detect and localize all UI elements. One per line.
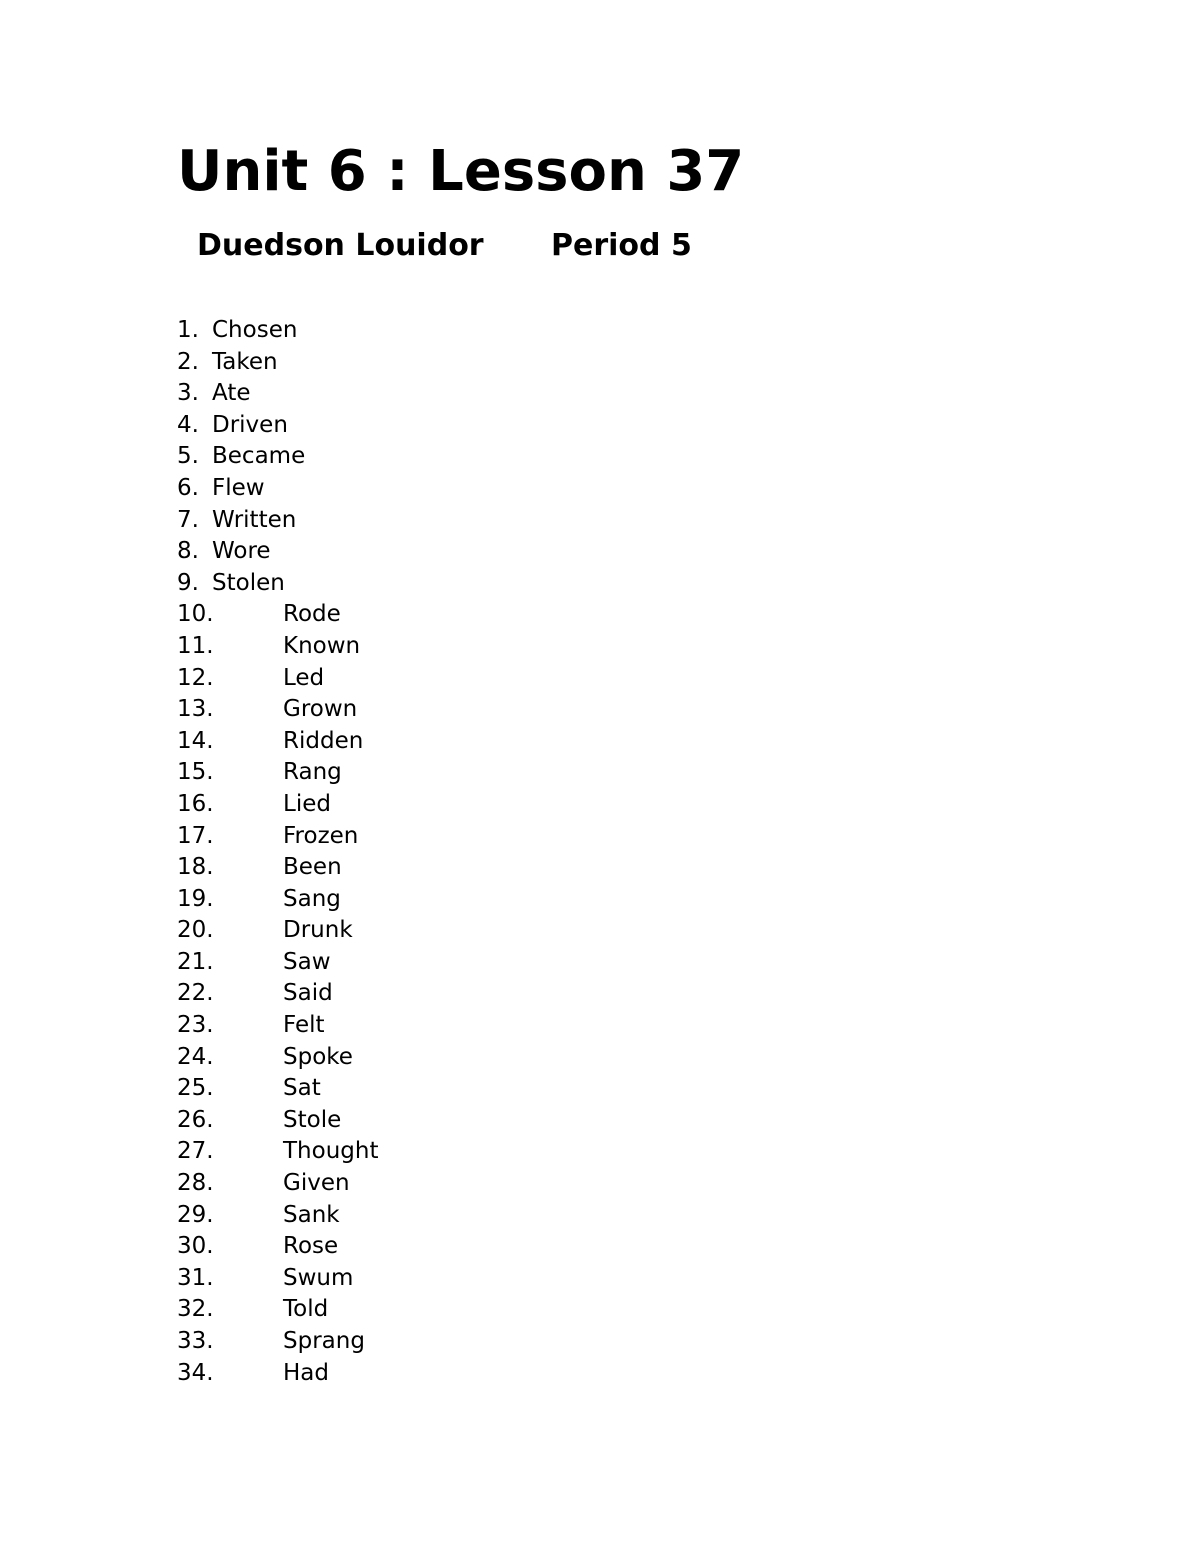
list-item-number: 26. — [177, 1106, 214, 1133]
list-item-number: 24. — [177, 1043, 214, 1070]
list-item-word: Spoke — [283, 1043, 353, 1070]
student-name: Duedson Louidor — [197, 228, 484, 263]
list-item-word: Sang — [283, 885, 341, 912]
list-item-word: Chosen — [212, 317, 298, 343]
list-item-word: Lied — [283, 790, 331, 817]
list-item-word: Been — [283, 854, 342, 881]
list-item-number: 27. — [177, 1138, 214, 1165]
list-item-word: Flew — [212, 474, 265, 501]
list-item-number: 19. — [177, 885, 214, 912]
list-item-number: 1. — [177, 317, 199, 343]
list-item-number: 28. — [177, 1170, 214, 1197]
list-item-number: 23. — [177, 1012, 214, 1039]
list-item-number: 25. — [177, 1075, 214, 1102]
list-item-word: Drunk — [283, 917, 353, 944]
list-item-number: 10. — [177, 601, 214, 628]
list-item-word: Became — [212, 443, 306, 470]
list-item-number: 7. — [177, 506, 199, 533]
list-item-word: Said — [283, 980, 333, 1007]
class-period: Period 5 — [551, 228, 692, 263]
list-item-number: 6. — [177, 474, 199, 501]
list-item-word: Stolen — [212, 569, 285, 596]
list-item-number: 18. — [177, 854, 214, 881]
list-item-word: Ridden — [283, 727, 364, 754]
list-item-number: 8. — [177, 538, 199, 565]
list-item-word: Rose — [283, 1233, 339, 1260]
list-item-word: Driven — [212, 411, 288, 438]
subtitle-line — [197, 226, 692, 266]
list-item-word: Known — [283, 632, 361, 659]
list-item-word: Rode — [283, 601, 341, 628]
list-item-word: Frozen — [283, 822, 359, 849]
list-item-word: Ate — [212, 380, 251, 407]
list-item-word: Wore — [212, 538, 271, 565]
list-item-number: 17. — [177, 822, 214, 849]
list-item-number: 33. — [177, 1328, 214, 1354]
list-item-word: Had — [283, 1359, 329, 1386]
list-item-number: 12. — [177, 664, 214, 691]
list-item-number: 3. — [177, 380, 199, 407]
list-item-number: 29. — [177, 1201, 214, 1228]
list-item-word: Sat — [283, 1075, 321, 1102]
list-item-number: 20. — [177, 917, 214, 944]
list-item-word: Sank — [283, 1201, 340, 1228]
list-item-word: Given — [283, 1170, 350, 1197]
list-item-number: 30. — [177, 1233, 214, 1260]
list-item-number: 15. — [177, 759, 214, 786]
list-item-number: 9. — [177, 569, 199, 596]
list-item-word: Thought — [283, 1138, 379, 1165]
list-item-word: Felt — [283, 1012, 325, 1039]
list-item-number: 2. — [177, 348, 199, 375]
list-item-word: Sprang — [283, 1328, 365, 1354]
list-item-number: 5. — [177, 443, 199, 470]
list-item-number: 11. — [177, 632, 214, 659]
list-item-word: Saw — [283, 948, 331, 975]
list-item-word: Taken — [212, 348, 278, 375]
list-item-number: 16. — [177, 790, 214, 817]
list-item-number: 32. — [177, 1296, 214, 1323]
list-item-word: Led — [283, 664, 325, 691]
list-item-number: 34. — [177, 1359, 214, 1386]
list-item-number: 4. — [177, 411, 199, 438]
list-item-number: 31. — [177, 1264, 214, 1291]
list-item-number: 14. — [177, 727, 214, 754]
list-item-word: Stole — [283, 1106, 342, 1133]
list-item-word: Written — [212, 506, 297, 533]
page-title: Unit 6 : Lesson 37 — [177, 139, 745, 204]
list-item-number: 13. — [177, 696, 214, 723]
list-item-number: 22. — [177, 980, 214, 1007]
list-item-word: Rang — [283, 759, 342, 786]
list-item-word: Told — [283, 1296, 329, 1323]
list-item-word: Grown — [283, 696, 358, 723]
list-item-word: Swum — [283, 1264, 354, 1291]
list-item-number: 21. — [177, 948, 214, 975]
